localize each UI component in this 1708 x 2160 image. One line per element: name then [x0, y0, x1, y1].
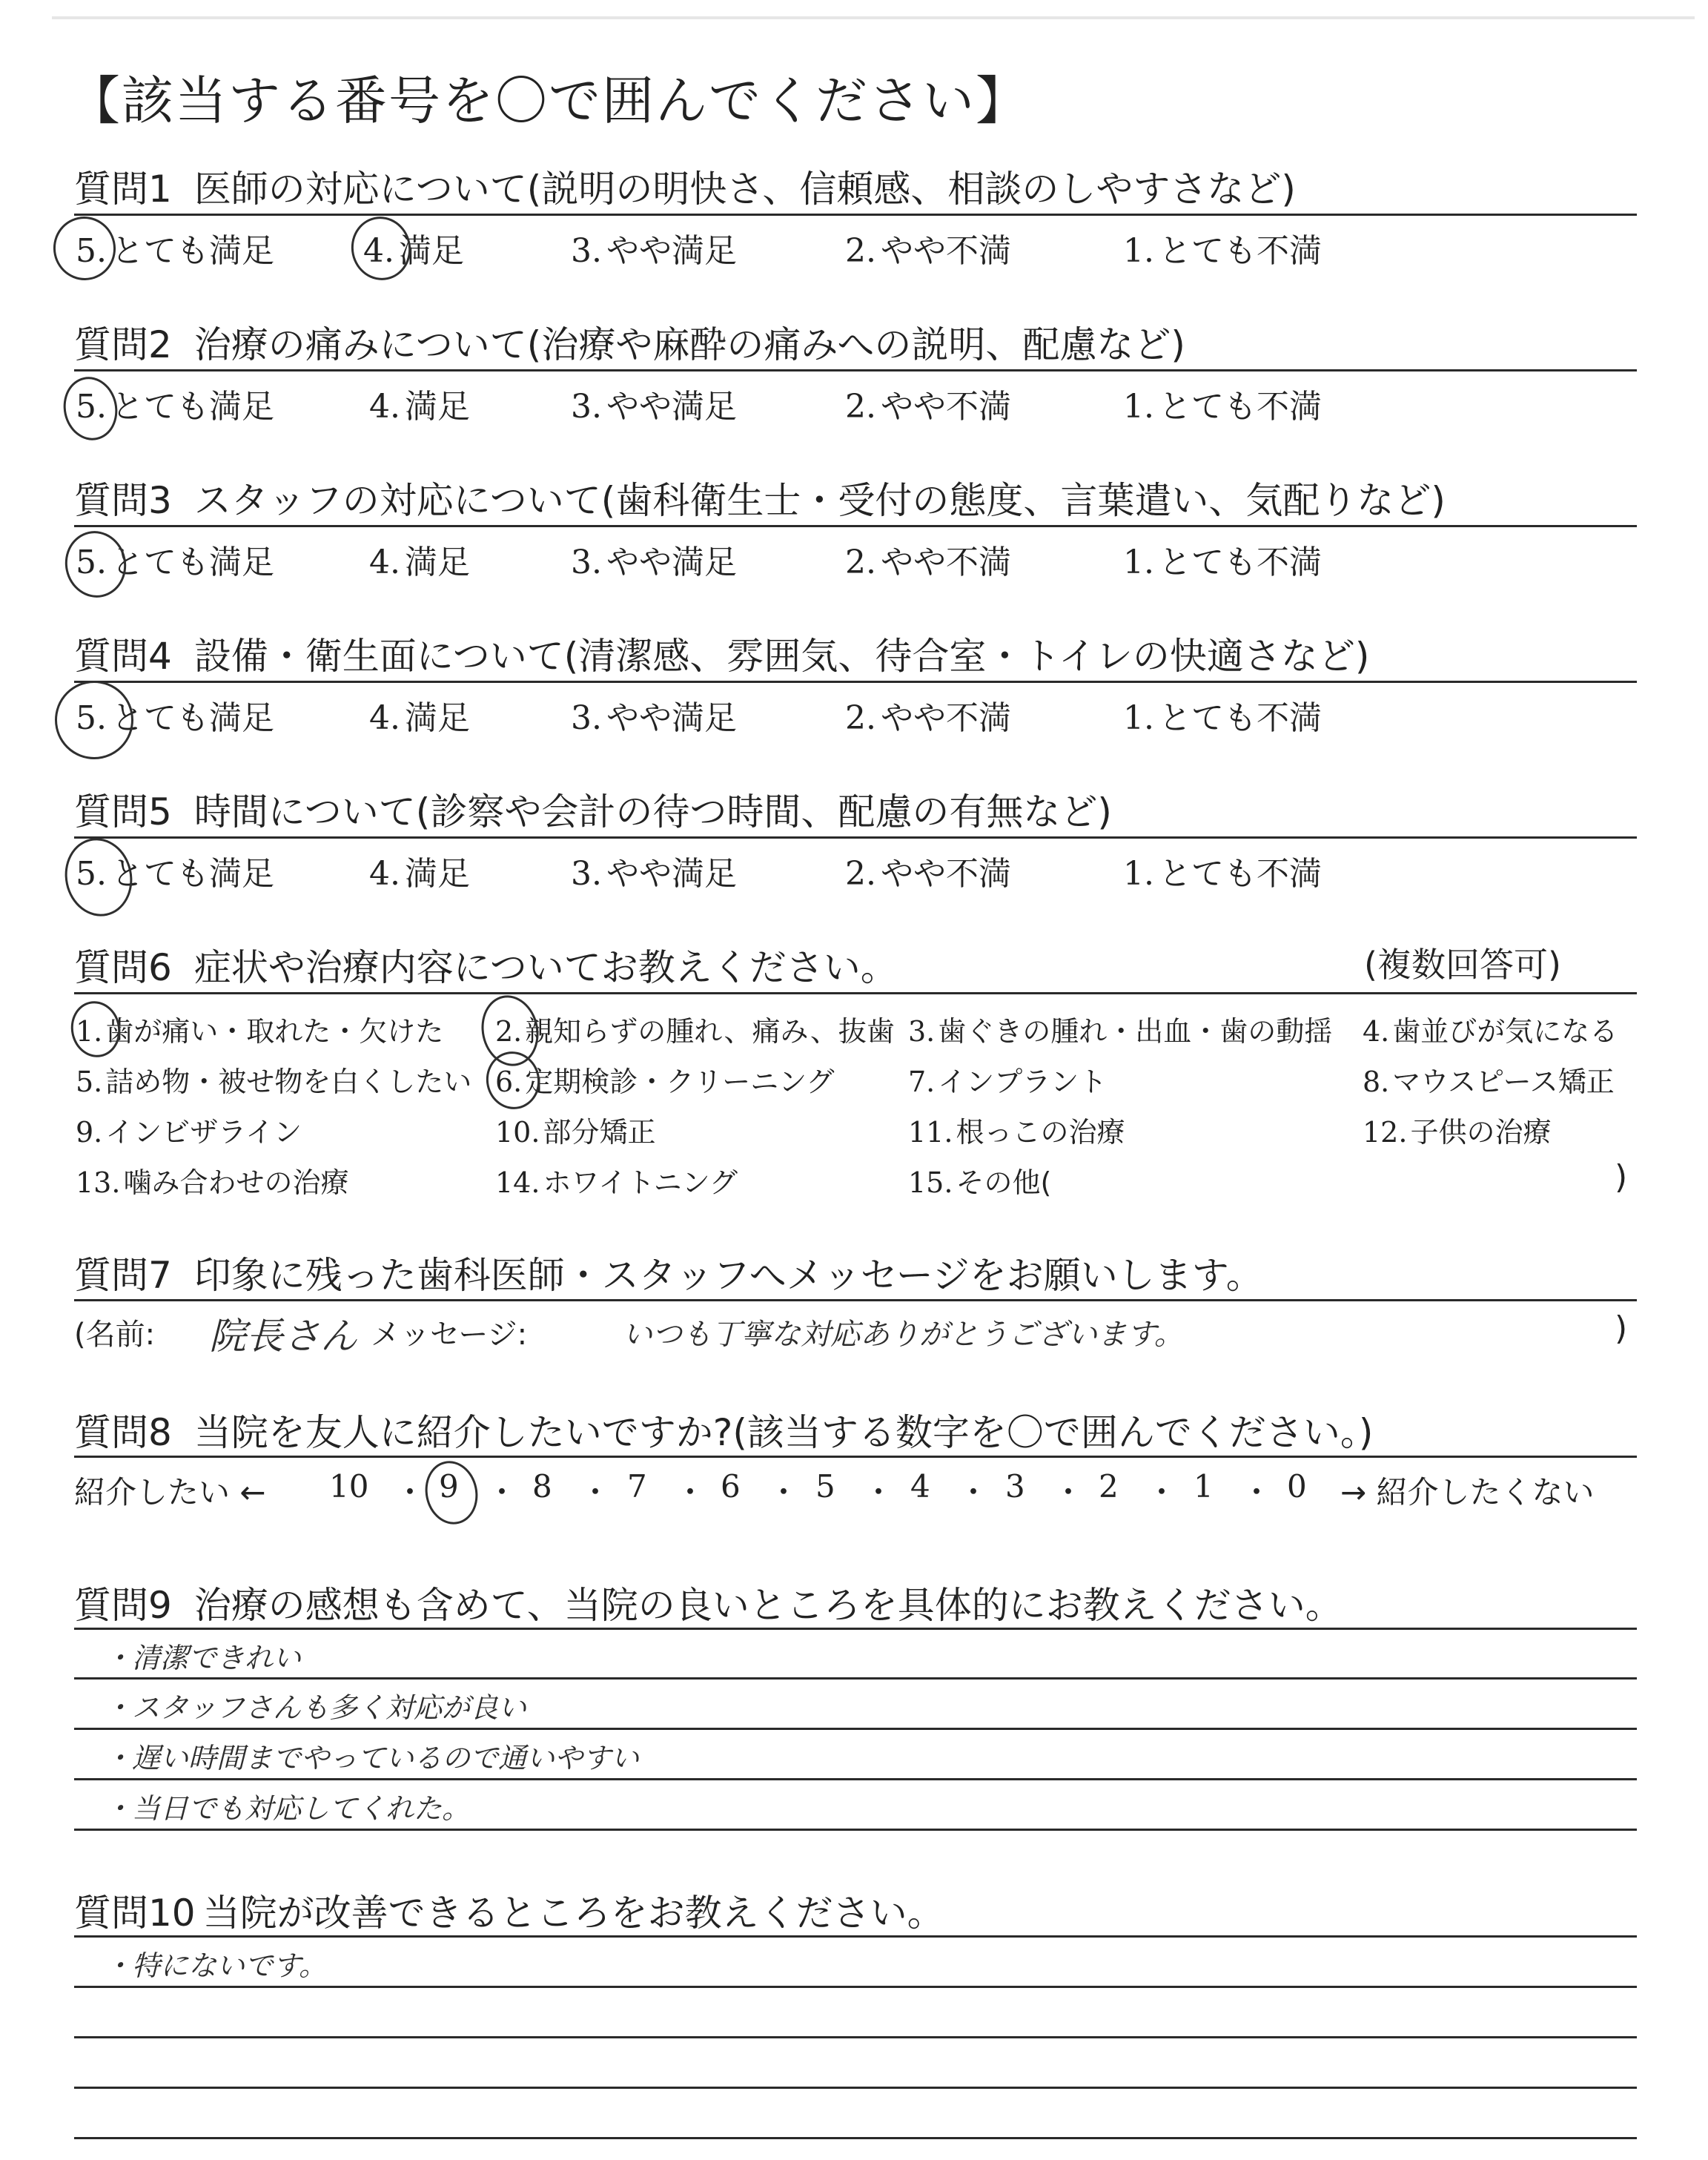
question-8-rule — [74, 1456, 1637, 1458]
q6-option-8[interactable]: 8. マウスピース矯正 — [1363, 1066, 1615, 1098]
scale-separator: ・ — [675, 1474, 706, 1510]
question-7-rule — [74, 1299, 1637, 1301]
q6-option-10[interactable]: 10. 部分矯正 — [495, 1116, 656, 1149]
q6-option-6[interactable]: 6. 定期検診・クリーニング — [495, 1066, 835, 1098]
answer-line — [74, 1728, 1637, 1730]
q6-option-3[interactable]: 3. 歯ぐきの腫れ・出血・歯の動揺 — [908, 1015, 1333, 1048]
scale-separator: ・ — [768, 1474, 800, 1510]
q5-option-5[interactable]: 5. とても満足 — [76, 855, 274, 893]
question-4-rule — [74, 681, 1637, 683]
selection-circle — [66, 997, 125, 1062]
answer-line — [74, 2036, 1637, 2038]
scale-separator: ・ — [1241, 1474, 1273, 1510]
answer-line — [74, 2087, 1637, 2089]
q4-option-3[interactable]: 3. やや満足 — [571, 699, 737, 737]
q1-option-3[interactable]: 3. やや満足 — [571, 232, 737, 270]
q9-answer-1: ・清潔できれい — [104, 1642, 302, 1674]
form-header: 【該当する番号を〇で囲んでください】 — [68, 70, 1029, 131]
multiple-answers-note: (複数回答可) — [1364, 945, 1561, 985]
question-text: 医師の対応について(説明の明快さ、信頼感、相談のしやすさなど) — [193, 168, 1296, 211]
question-1-rule — [74, 214, 1637, 216]
answer-line — [74, 1986, 1637, 1988]
q6-other-close-paren: ) — [1615, 1158, 1628, 1196]
selection-circle — [47, 211, 122, 286]
scale-4[interactable]: 4 — [910, 1468, 930, 1505]
scale-separator: ・ — [394, 1474, 426, 1510]
scale-separator: ・ — [1146, 1474, 1178, 1510]
q6-option-11[interactable]: 11. 根っこの治療 — [908, 1116, 1125, 1149]
answer-line — [74, 2137, 1637, 2139]
selection-circle — [345, 211, 417, 286]
question-2-title: 質問2 治療の痛みについて(治療や麻酔の痛みへの説明、配慮など) — [74, 323, 1185, 366]
q3-option-4[interactable]: 4. 満足 — [369, 544, 470, 581]
scale-separator: ・ — [580, 1474, 612, 1510]
name-label: (名前: — [74, 1318, 156, 1352]
q6-option-5[interactable]: 5. 詰め物・被せ物を白くしたい — [76, 1066, 472, 1098]
q4-option-4[interactable]: 4. 満足 — [369, 699, 470, 737]
q1-option-2[interactable]: 2. やや不満 — [845, 232, 1011, 270]
message-handwritten: いつも丁寧な対応ありがとうございます。 — [623, 1318, 1184, 1352]
question-5-rule — [74, 836, 1637, 839]
name-handwritten: 院長さん — [209, 1315, 357, 1358]
q9-answer-2: ・スタッフさんも多く対応が良い — [104, 1691, 527, 1724]
q5-option-4[interactable]: 4. 満足 — [369, 855, 470, 893]
q3-option-2[interactable]: 2. やや不満 — [845, 544, 1011, 581]
q1-option-1[interactable]: 1. とても不満 — [1123, 232, 1322, 270]
answer-line — [74, 1677, 1637, 1680]
q3-option-1[interactable]: 1. とても不満 — [1123, 544, 1322, 581]
question-6-rule — [74, 992, 1637, 994]
selection-circle — [58, 832, 139, 922]
q6-option-9[interactable]: 9. インビザライン — [76, 1116, 302, 1149]
question-10-title: 質問10 当院が改善できるところをお教えください。 — [74, 1892, 944, 1935]
q5-option-1[interactable]: 1. とても不満 — [1123, 855, 1322, 893]
q9-answer-3: ・遅い時間までやっているので通いやすい — [104, 1742, 640, 1774]
q2-option-3[interactable]: 3. やや満足 — [571, 388, 737, 426]
selection-circle — [481, 1046, 546, 1114]
question-8-title: 質問8 当院を友人に紹介したいですか?(該当する数字を〇で囲んでください。) — [74, 1411, 1374, 1454]
q6-option-15[interactable]: 15. その他( — [908, 1166, 1052, 1199]
q5-option-2[interactable]: 2. やや不満 — [845, 855, 1011, 893]
question-7-title: 質問7 印象に残った歯科医師・スタッフへメッセージをお願いします。 — [74, 1254, 1263, 1297]
scale-6[interactable]: 6 — [721, 1468, 741, 1505]
scale-separator: ・ — [958, 1474, 990, 1510]
scale-2[interactable]: 2 — [1099, 1468, 1119, 1505]
scale-separator: ・ — [1053, 1474, 1085, 1510]
scale-9[interactable]: 9 — [439, 1468, 459, 1505]
question-1-title — [74, 159, 1296, 213]
q1-option-5[interactable]: 5. とても満足 — [76, 232, 274, 270]
q6-option-14[interactable]: 14. ホワイトニング — [495, 1166, 738, 1199]
q2-option-1[interactable]: 1. とても不満 — [1123, 388, 1322, 426]
scale-separator: ・ — [486, 1474, 518, 1510]
question-number: 質問1 — [74, 168, 172, 211]
q6-option-2[interactable]: 2. 親知らずの腫れ、痛み、抜歯 — [495, 1015, 895, 1048]
q4-option-5[interactable]: 5. とても満足 — [76, 699, 274, 737]
question-6-title: 質問6 症状や治療内容についてお教えください。 — [74, 946, 898, 989]
scale-7[interactable]: 7 — [627, 1468, 647, 1505]
q1-option-4[interactable]: 4. 満足 — [363, 232, 464, 270]
scale-8[interactable]: 8 — [532, 1468, 552, 1505]
recommend-right-label: → 紹介したくない — [1340, 1474, 1595, 1510]
selection-circle — [420, 1456, 483, 1530]
question-3-rule — [74, 525, 1637, 527]
question-5-title: 質問5 時間について(診察や会計の待つ時間、配慮の有無など) — [74, 790, 1112, 833]
q3-option-5[interactable]: 5. とても満足 — [76, 544, 274, 581]
question-2-rule — [74, 369, 1637, 371]
scale-separator: ・ — [863, 1474, 895, 1510]
answer-line — [74, 1778, 1637, 1780]
q3-option-3[interactable]: 3. やや満足 — [571, 544, 737, 581]
q2-option-4[interactable]: 4. 満足 — [369, 388, 470, 426]
scale-3[interactable]: 3 — [1005, 1468, 1025, 1505]
q10-answer-1: ・特にないです。 — [104, 1949, 327, 1982]
q6-option-1[interactable]: 1. 歯が痛い・取れた・欠けた — [76, 1015, 444, 1048]
q6-option-13[interactable]: 13. 噛み合わせの治療 — [76, 1166, 349, 1199]
message-close-paren: ) — [1615, 1309, 1628, 1347]
question-4-title: 質問4 設備・衛生面について(清潔感、雰囲気、待合室・トイレの快適さなど) — [74, 635, 1370, 678]
question-9-title: 質問9 治療の感想も含めて、当院の良いところを具体的にお教えください。 — [74, 1584, 1343, 1627]
message-label: メッセージ: — [371, 1318, 528, 1352]
selection-circle — [47, 673, 141, 767]
scale-5[interactable]: 5 — [815, 1468, 835, 1505]
q2-option-2[interactable]: 2. やや不満 — [845, 388, 1011, 426]
q6-option-7[interactable]: 7. インプラント — [908, 1066, 1108, 1098]
scale-0[interactable]: 0 — [1287, 1468, 1307, 1505]
q6-option-4[interactable]: 4. 歯並びが気になる — [1363, 1015, 1618, 1048]
q4-option-1[interactable]: 1. とても不満 — [1123, 699, 1322, 737]
answer-line — [74, 1628, 1637, 1630]
question-3-title: 質問3 スタッフの対応について(歯科衛生士・受付の態度、言葉遣い、気配りなど) — [74, 479, 1446, 522]
answer-line — [74, 1829, 1637, 1831]
top-border — [52, 16, 1695, 19]
q6-option-12[interactable]: 12. 子供の治療 — [1363, 1116, 1552, 1149]
scale-10[interactable]: 10 — [329, 1468, 369, 1505]
q2-option-5[interactable]: 5. とても満足 — [76, 388, 274, 426]
recommend-left-label: 紹介したい ← — [74, 1474, 266, 1510]
q9-answer-4: ・当日でも対応してくれた。 — [104, 1792, 471, 1825]
q4-option-2[interactable]: 2. やや不満 — [845, 699, 1011, 737]
scale-1[interactable]: 1 — [1194, 1468, 1214, 1505]
answer-line — [74, 1935, 1637, 1938]
q5-option-3[interactable]: 3. やや満足 — [571, 855, 737, 893]
